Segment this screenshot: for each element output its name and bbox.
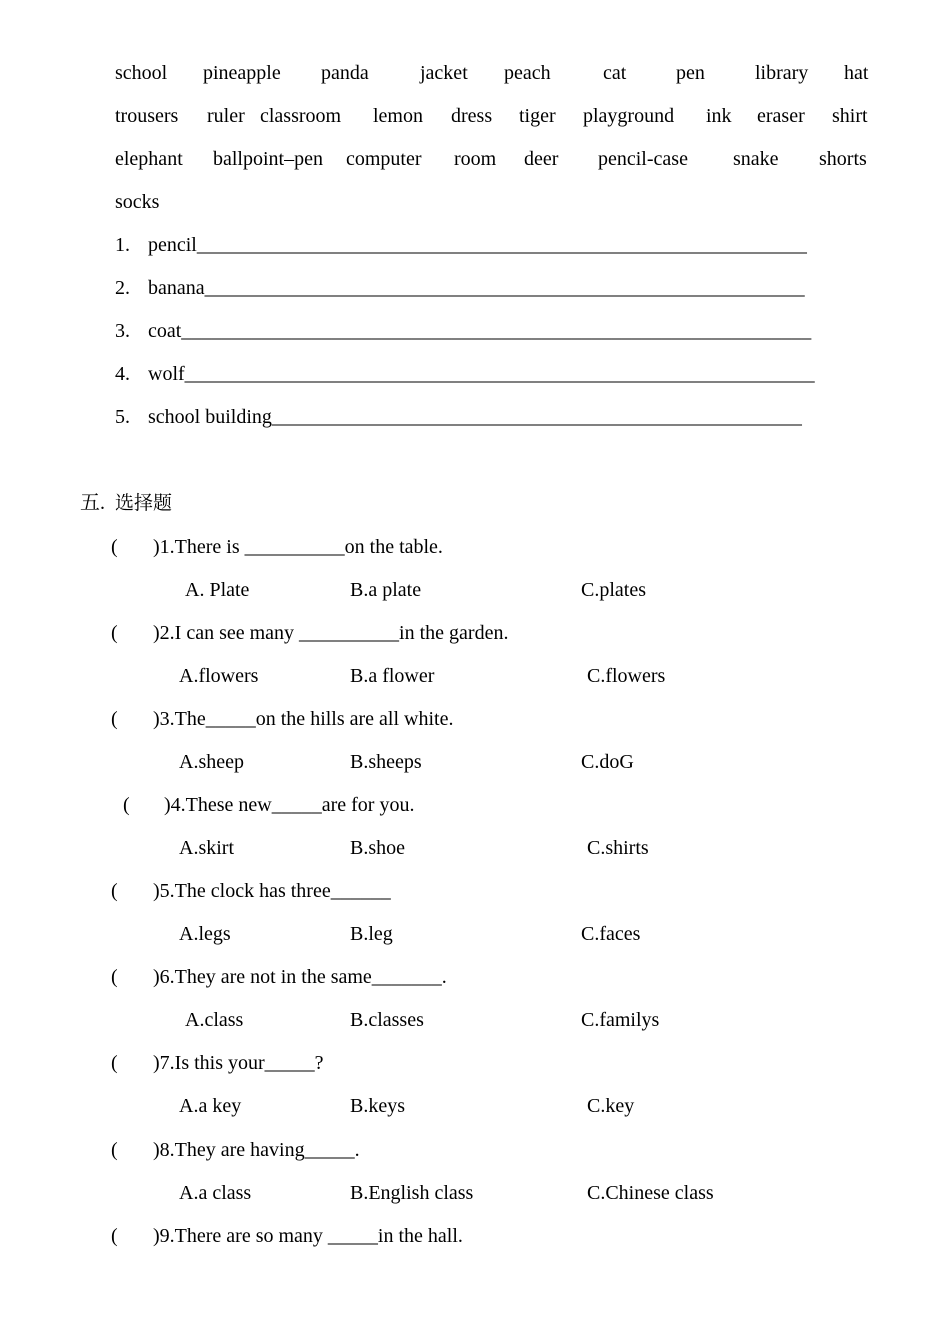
question-stem: )4.These new_____are for you. [164, 794, 415, 816]
word-bank-word: peach [504, 62, 551, 84]
word-bank-word: classroom [260, 105, 342, 127]
answer-paren[interactable]: ( [111, 708, 118, 730]
word-bank-word: trousers [115, 105, 179, 127]
option-b[interactable]: B.English class [350, 1182, 474, 1204]
question-stem: )9.There are so many _____in the hall. [153, 1225, 463, 1247]
option-b[interactable]: B.shoe [350, 837, 405, 859]
word-bank-word: school [115, 62, 168, 84]
option-b[interactable]: B.sheeps [350, 751, 422, 773]
option-c[interactable]: C.faces [581, 923, 641, 945]
word-bank-word: ink [706, 105, 732, 127]
option-b[interactable]: B.a plate [350, 579, 422, 601]
word-bank-word: jacket [420, 62, 468, 84]
section-number: 五. [80, 492, 105, 514]
word-bank-word: pencil-case [598, 148, 688, 170]
word-bank-word: panda [321, 62, 369, 84]
word-bank-word: dress [451, 105, 493, 127]
question-stem: )3.The_____on the hills are all white. [153, 708, 454, 730]
word-bank-word: deer [524, 148, 559, 170]
word-bank-word: lemon [373, 105, 423, 127]
option-a[interactable]: A.sheep [179, 751, 244, 773]
option-c[interactable]: C.flowers [587, 665, 666, 687]
word-bank-word: elephant [115, 148, 183, 170]
section-heading [80, 493, 172, 513]
option-c[interactable]: C.doG [581, 751, 634, 773]
word-bank-word: snake [733, 148, 779, 170]
word-bank-word: pen [676, 62, 705, 84]
item-number: 2. [115, 277, 130, 299]
option-c[interactable]: C.key [587, 1095, 635, 1117]
option-a[interactable]: A.flowers [179, 665, 259, 687]
answer-paren[interactable]: ( [111, 1139, 118, 1161]
word-bank-word: computer [346, 148, 422, 170]
item-number: 3. [115, 320, 130, 342]
option-a[interactable]: A.legs [179, 923, 231, 945]
answer-paren[interactable]: ( [111, 1225, 118, 1247]
word-bank-word: playground [583, 105, 675, 127]
answer-paren[interactable]: ( [123, 794, 130, 816]
answer-paren[interactable]: ( [111, 880, 118, 902]
word-bank-word: socks [115, 191, 160, 213]
word-bank-word: ruler [207, 105, 245, 127]
option-c[interactable]: C.plates [581, 579, 646, 601]
question-stem: )7.Is this your_____? [153, 1052, 324, 1074]
answer-blank[interactable]: school building_____________________________________________________ [148, 406, 802, 428]
answer-paren[interactable]: ( [111, 1052, 118, 1074]
option-a[interactable]: A.class [185, 1009, 244, 1031]
option-b[interactable]: B.leg [350, 923, 393, 945]
question-stem: )1.There is __________on the table. [153, 536, 443, 558]
word-bank-word: cat [603, 62, 627, 84]
word-bank-word: room [454, 148, 497, 170]
question-stem: )6.They are not in the same_______. [153, 966, 447, 988]
word-bank-word: library [755, 62, 809, 84]
word-bank-word: tiger [519, 105, 556, 127]
answer-blank[interactable]: coat_______________________________________________________________ [148, 320, 812, 342]
word-bank-word: ballpoint–pen [213, 148, 323, 170]
answer-blank[interactable]: banana____________________________________________________________ [148, 277, 805, 299]
word-bank-word: shorts [819, 148, 867, 170]
item-number: 5. [115, 406, 130, 428]
option-c[interactable]: C.familys [581, 1009, 660, 1031]
question-stem: )5.The clock has three______ [153, 880, 391, 902]
answer-blank[interactable]: wolf_______________________________________________________________ [148, 363, 815, 385]
question-stem: )8.They are having_____. [153, 1139, 360, 1161]
answer-blank[interactable]: pencil_____________________________________________________________ [148, 234, 807, 256]
option-b[interactable]: B.classes [350, 1009, 424, 1031]
option-a[interactable]: A.a class [179, 1182, 252, 1204]
word-bank-word: eraser [757, 105, 805, 127]
section-title: 选择题 [115, 492, 173, 514]
answer-paren[interactable]: ( [111, 966, 118, 988]
question-stem: )2.I can see many __________in the garden. [153, 622, 509, 644]
word-bank-word: pineapple [203, 62, 281, 84]
option-a[interactable]: A.a key [179, 1095, 242, 1117]
item-number: 4. [115, 363, 130, 385]
word-bank-word: shirt [832, 105, 868, 127]
option-a[interactable]: A. Plate [185, 579, 250, 601]
option-a[interactable]: A.skirt [179, 837, 234, 859]
answer-paren[interactable]: ( [111, 536, 118, 558]
option-c[interactable]: C.shirts [587, 837, 649, 859]
word-bank-word: hat [844, 62, 869, 84]
item-number: 1. [115, 234, 130, 256]
option-c[interactable]: C.Chinese class [587, 1182, 714, 1204]
answer-paren[interactable]: ( [111, 622, 118, 644]
option-b[interactable]: B.a flower [350, 665, 435, 687]
option-b[interactable]: B.keys [350, 1095, 405, 1117]
